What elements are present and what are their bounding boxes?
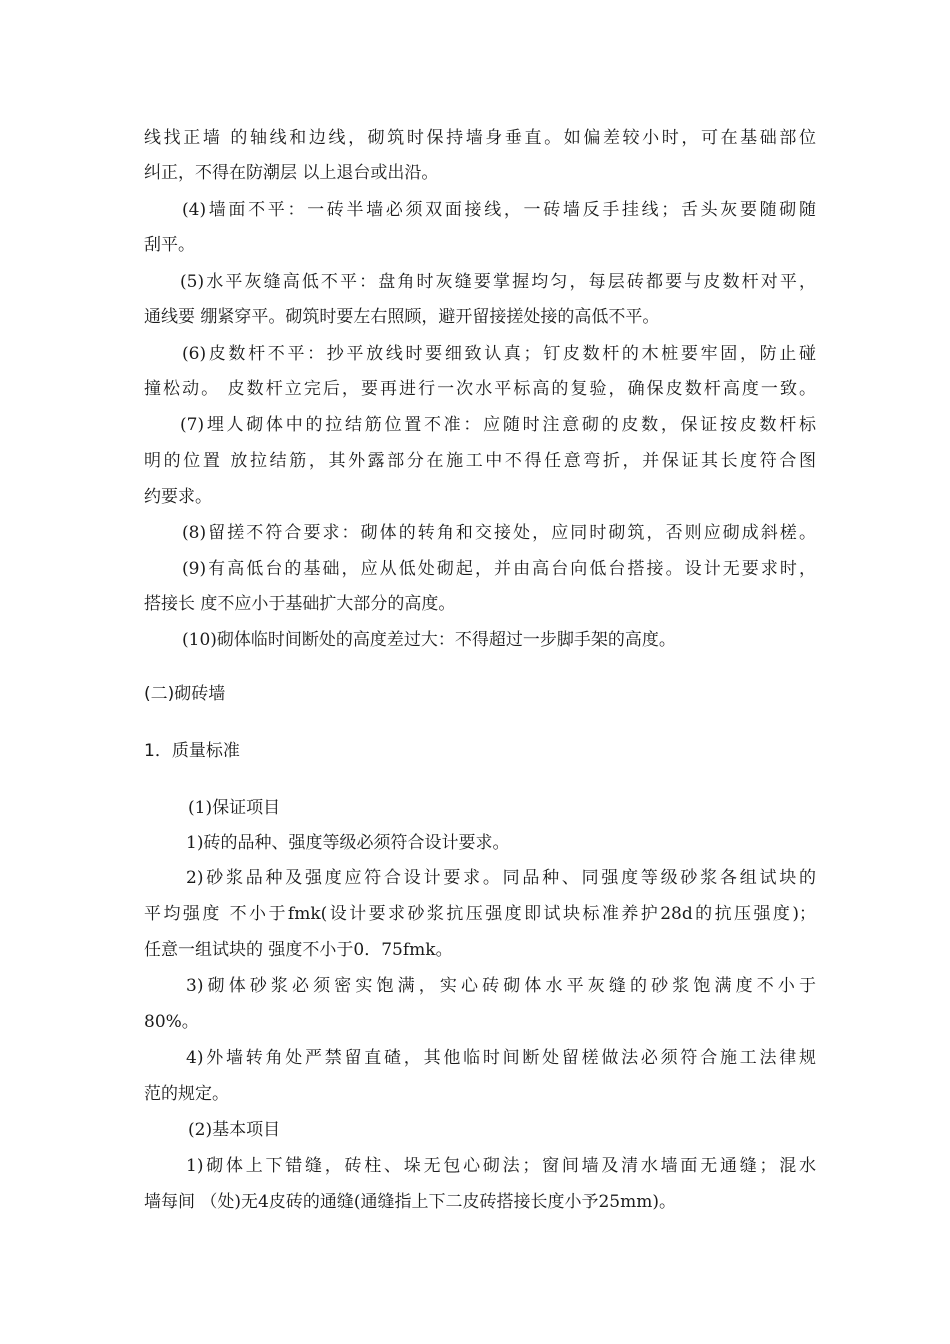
text-line: (1)保证项目 [188,798,281,818]
text-line: 80%。 [144,1012,199,1032]
text-line: (5)水平灰缝高低不平：盘角时灰缝要掌握均匀，每层砖都要与皮数杆对平， [180,272,816,292]
text-line: 刮平。 [144,235,195,255]
text-line: 搭接长 度不应小于基础扩大部分的高度。 [144,594,456,614]
text-line: (10)砌体临时间断处的高度差过大：不得超过一步脚手架的高度。 [182,630,676,650]
text-line: 墙每间 （处)无4皮砖的通缝(通缝指上下二皮砖搭接长度小予25mm)。 [144,1192,676,1212]
text-line: 范的规定。 [144,1084,229,1104]
text-line: (6)皮数杆不平：抄平放线时要细致认真；钉皮数杆的木桩要牢固，防止碰 [182,344,816,364]
text-line: 1)砖的品种、强度等级必须符合设计要求。 [186,833,510,853]
text-line: 约要求。 [144,487,212,507]
text-line: 明的位置 放拉结筋，其外露部分在施工中不得任意弯折，并保证其长度符合图 [144,451,816,471]
text-line: 1)砌体上下错缝，砖柱、垛无包心砌法；窗间墙及清水墙面无通缝；混水 [186,1156,816,1176]
text-line: 任意一组试块的 强度不小于0．75fmk。 [144,940,453,960]
text-line: (4)墙面不平：一砖半墙必须双面接线，一砖墙反手挂线；舌头灰要随砌随 [182,200,816,220]
text-line: (9)有高低台的基础，应从低处砌起，并由高台向低台搭接。设计无要求时， [182,559,816,579]
text-line: (7)埋人砌体中的拉结筋位置不准：应随时注意砌的皮数，保证按皮数杆标 [180,415,816,435]
text-line: 3)砌体砂浆必须密实饱满，实心砖砌体水平灰缝的砂浆饱满度不小于 [186,976,816,996]
text-line: 平均强度 不小于fmk(设计要求砂浆抗压强度即试块标准养护28d的抗压强度)； [144,904,816,924]
text-line: 撞松动。 皮数杆立完后，要再进行一次水平标高的复验，确保皮数杆高度一致。 [144,379,816,399]
text-line: 纠正，不得在防潮层 以上退台或出沿。 [144,163,439,183]
text-line: 2)砂浆品种及强度应符合设计要求。同品种、同强度等级砂浆各组试块的 [186,868,816,888]
text-line: (2)基本项目 [188,1120,281,1140]
subsection-heading: 1．质量标准 [144,741,240,761]
text-line: (8)留搓不符合要求：砌体的转角和交接处，应同时砌筑，否则应砌成斜槎。 [182,523,816,543]
section-heading: (二)砌砖墙 [144,684,226,704]
text-line: 线找正墙 的轴线和边线，砌筑时保持墙身垂直。如偏差较小时，可在基础部位 [144,128,816,148]
text-line: 通线要 绷紧穿平。砌筑时要左右照顾，避开留接搓处接的高低不平。 [144,307,660,327]
text-line: 4)外墙转角处严禁留直碴，其他临时间断处留槎做法必须符合施工法律规 [186,1048,816,1068]
